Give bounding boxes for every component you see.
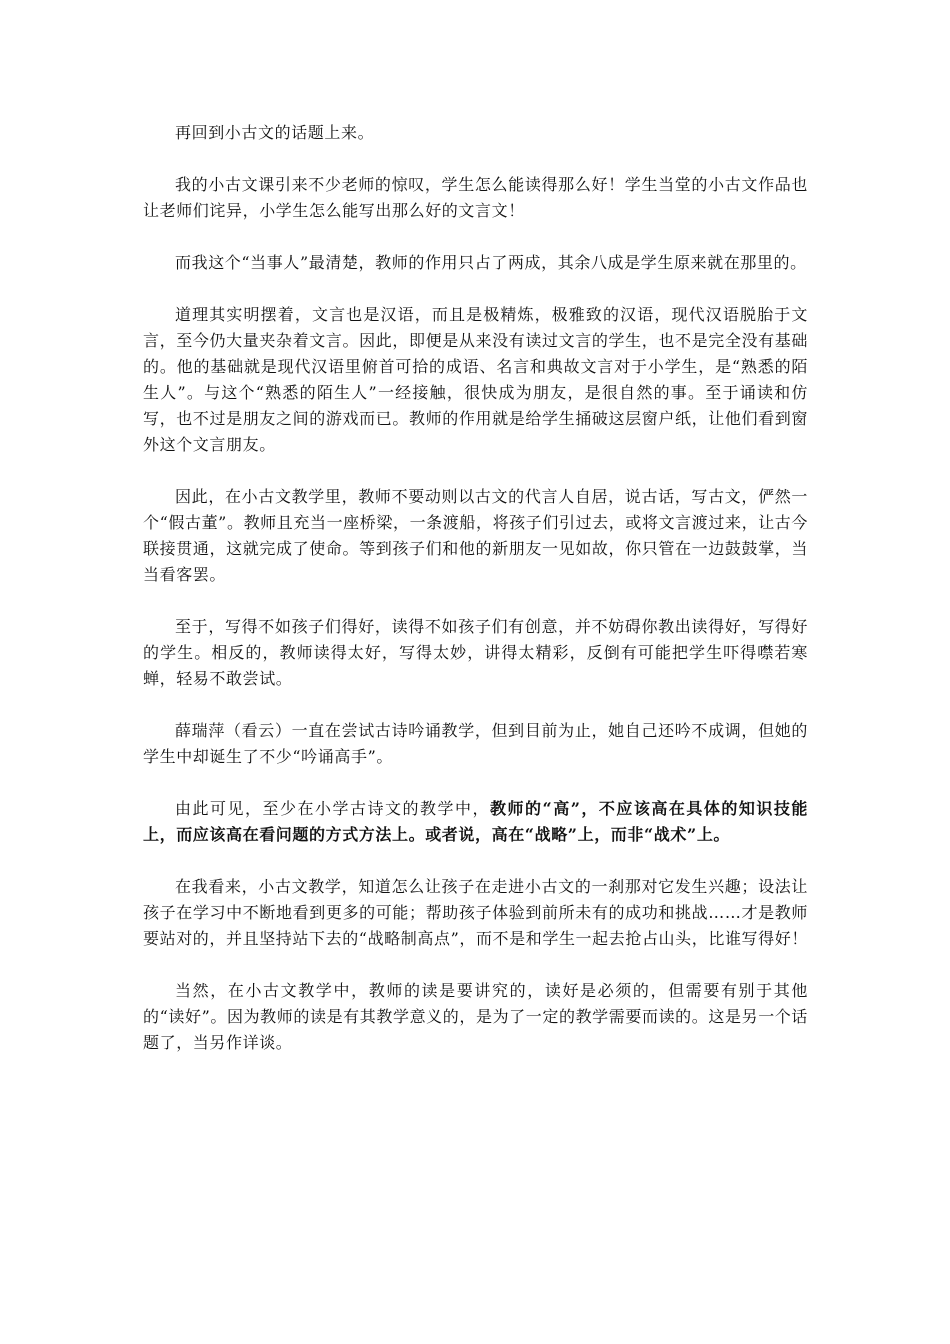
paragraph: 在我看来，小古文教学，知道怎么让孩子在走进小古文的一刹那对它发生兴趣；设法让孩子在学习中不断地看到更多的可能；帮助孩子体验到前所未有的成功和挑战……才是教师要站对的，并且坚持站下去的“战略制高点”，而不是和学生一起去抢占山头，比谁写得好！ <box>143 877 808 948</box>
paragraph: 因此，在小古文教学里，教师不要动则以古文的代言人自居，说古话，写古文，俨然一个“假古董”。教师且充当一座桥梁，一条渡船，将孩子们引过去，或将文言渡过来，让古今联接贯通，这就完成了使命。等到孩子们和他的新朋友一见如故，你只管在一边鼓鼓掌，当当看客罢。 <box>143 487 808 584</box>
emphasized-text: 教师的“高”，不应该高在具体的知识技能上，而应该高在看问题的方式方法上。或者说，高在“战略”上，而非“战术”上。 <box>143 799 808 844</box>
paragraph: 而我这个“当事人”最清楚，教师的作用只占了两成，其余八成是学生原来就在那里的。 <box>175 253 807 272</box>
paragraph: 再回到小古文的话题上来。 <box>175 123 375 142</box>
paragraph: 薛瑞萍（看云）一直在尝试古诗吟诵教学，但到目前为止，她自己还吟不成调，但她的学生中却诞生了不少“吟诵高手”。 <box>143 721 808 766</box>
document-body <box>143 120 808 1082</box>
paragraph: 至于，写得不如孩子们得好，读得不如孩子们有创意，并不妨碍你教出读得好，写得好的学生。相反的，教师读得太好，写得太妙，讲得太精彩，反倒有可能把学生吓得噤若寒蝉，轻易不敢尝试。 <box>143 617 808 688</box>
paragraph-text: 由此可见，至少在小学古诗文的教学中， <box>175 799 490 818</box>
paragraph: 当然，在小古文教学中，教师的读是要讲究的，读好是必须的，但需要有别于其他的“读好”。因为教师的读是有其教学意义的，是为了一定的教学需要而读的。这是另一个话题了，当另作详谈。 <box>143 981 808 1052</box>
paragraph-with-emphasis <box>143 796 808 848</box>
paragraph: 我的小古文课引来不少老师的惊叹，学生怎么能读得那么好！学生当堂的小古文作品也让老师们诧异，小学生怎么能写出那么好的文言文！ <box>143 175 808 220</box>
paragraph: 道理其实明摆着，文言也是汉语，而且是极精炼，极雅致的汉语，现代汉语脱胎于文言，至今仍大量夹杂着文言。因此，即便是从来没有读过文言的学生，也不是完全没有基础的。他的基础就是现代汉语里俯首可拾的成语、名言和典故文言对于小学生，是“熟悉的陌生人”。与这个“熟悉的陌生人”一经接触，很快成为朋友，是很自然的事。至于诵读和仿写，也不过是朋友之间的游戏而已。教师的作用就是给学生捅破这层窗户纸，让他们看到窗外这个文言朋友。 <box>143 305 808 454</box>
